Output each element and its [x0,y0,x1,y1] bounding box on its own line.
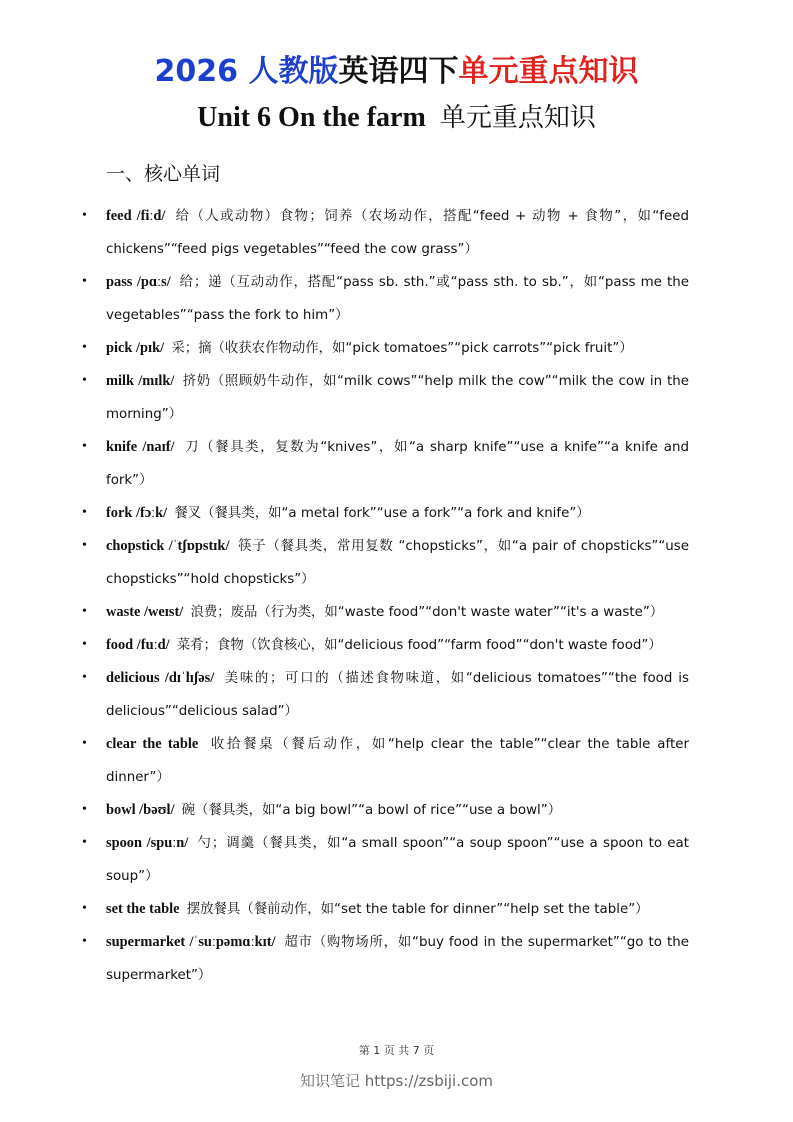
vocab-item [106,794,689,827]
vocab-definition: 刀（餐具类，复数为“knives”，如“a sharp knife”“use a knife”“a knife and fork”） [106,440,689,488]
title-part-edition: 2026 人教版 [154,54,339,89]
document-title [0,52,793,92]
vocab-item [106,728,689,794]
vocab-definition: 碗（餐具类，如“a big bowl”“a bowl of rice”“use a bowl”） [181,803,562,818]
vocab-word: food /fuːd/ [106,637,170,653]
vocab-word: knife /naɪf/ [106,439,175,455]
vocab-word: feed /fiːd/ [106,208,166,224]
vocab-definition: 给；递（互动动作，搭配“pass sb. sth.”或“pass sth. to sb.”，如“pass me the vegetables”“pass the fork to him”） [106,275,689,323]
vocab-word: clear the table [106,736,199,752]
vocab-definition: 收拾餐桌（餐后动作，如“help clear the table”“clear the table after dinner”） [106,737,689,785]
vocab-word: waste /weɪst/ [106,604,184,620]
vocab-word: supermarket /ˈsuːpəmɑːkɪt/ [106,934,276,950]
vocab-item [106,497,689,530]
vocab-definition: 挤奶（照顾奶牛动作，如“milk cows”“help milk the cow”“milk the cow in the morning”） [106,374,689,422]
vocab-word: pick /pɪk/ [106,340,165,356]
vocab-item [106,365,689,431]
section-heading: 一、核心单词 [106,163,221,185]
vocab-word: spoon /spuːn/ [106,835,189,851]
vocab-word: bowl /bəʊl/ [106,802,175,818]
vocab-definition: 菜肴；食物（饮食核心，如“delicious food”“farm food”“don't waste food”） [176,638,662,653]
vocab-word: pass /pɑːs/ [106,274,171,290]
vocab-definition: 筷子（餐具类，常用复数 “chopsticks”，如“a pair of chopsticks”“use chopsticks”“hold chopsticks”） [106,539,690,587]
vocab-item [106,629,689,662]
vocab-definition: 摆放餐具（餐前动作，如“set the table for dinner”“help set the table”） [186,902,649,917]
site-watermark: 知识笔记 https://zsbiji.com [299,1072,494,1090]
vocab-word: chopstick /ˈtʃɒpstɪk/ [106,538,230,554]
title-part-subject: 英语四下 [338,54,459,89]
vocab-word: fork /fɔːk/ [106,505,168,521]
vocab-definition: 餐叉（餐具类，如“a metal fork”“use a fork”“a fork and knife”） [174,506,590,521]
vocab-definition: 美味的；可口的（描述食物味道，如“delicious tomatoes”“the food is delicious”“delicious salad”） [106,671,689,719]
subtitle-unit: Unit 6 On the farm [197,102,426,133]
subtitle-topic: 单元重点知识 [439,103,596,133]
vocab-definition: 给（人或动物）食物；饲养（农场动作，搭配“feed + 动物 + 食物”，如“feed chickens”“feed pigs vegetables”“feed the cow grass”） [106,209,689,257]
vocab-item [106,332,689,365]
vocab-item [106,200,689,266]
vocab-word: delicious /dɪˈlɪʃəs/ [106,670,215,686]
vocab-word: set the table [106,901,180,917]
vocab-definition: 超市（购物场所，如“buy food in the supermarket”“go to the supermarket”） [106,935,689,983]
title-part-topic: 单元重点知识 [458,54,639,89]
vocab-item [106,596,689,629]
vocab-item [106,530,689,596]
vocab-item [106,893,689,926]
vocab-item [106,662,689,728]
page-number: 第 1 页 共 7 页 [358,1044,435,1057]
vocab-item [106,926,689,992]
vocab-definition: 浪费；废品（行为类，如“waste food”“don't waste water”“it's a waste”） [190,605,664,620]
vocab-item [106,431,689,497]
vocab-definition: 勺；调羹（餐具类，如“a small spoon”“a soup spoon”“use a spoon to eat soup”） [106,836,689,884]
vocab-item [106,827,689,893]
vocab-word: milk /mɪlk/ [106,373,175,389]
document-subtitle [0,100,793,136]
vocab-item [106,266,689,332]
vocab-list [106,200,689,992]
vocab-definition: 采；摘（收获农作物动作，如“pick tomatoes”“pick carrots”“pick fruit”） [171,341,633,356]
